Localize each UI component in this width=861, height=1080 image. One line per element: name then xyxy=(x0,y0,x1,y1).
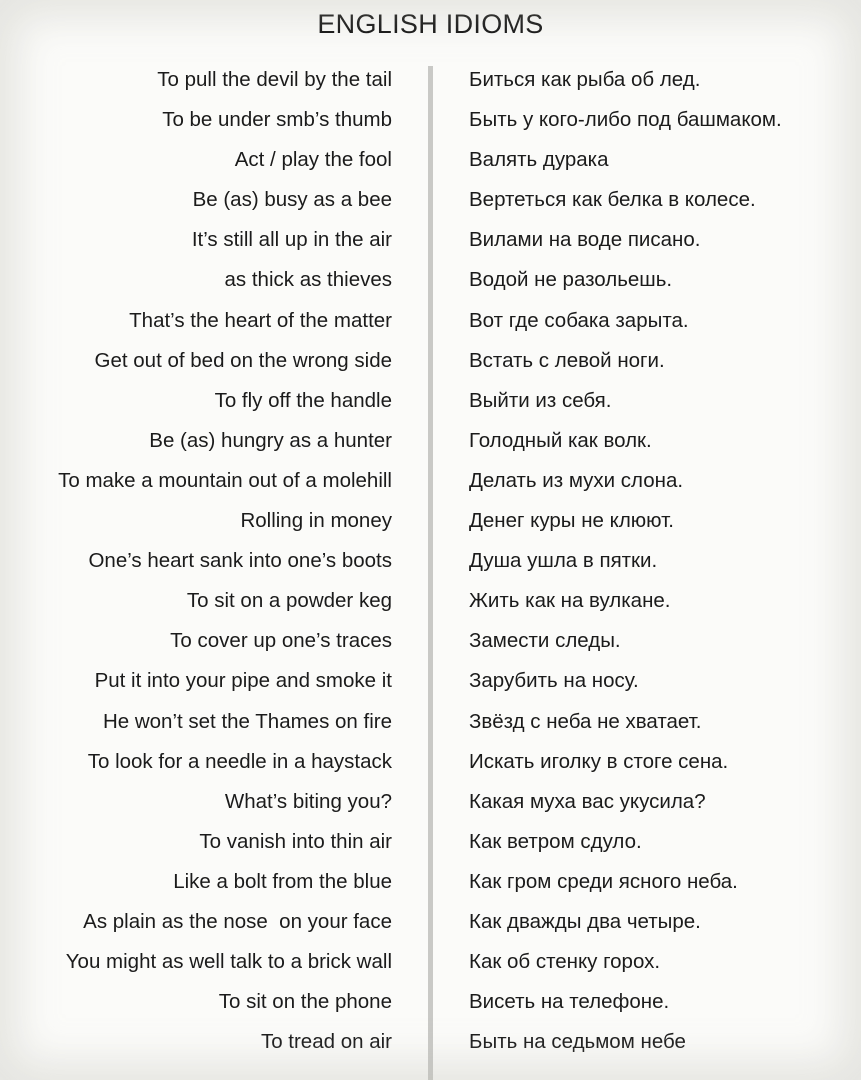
idiom-russian: Вот где собака зарыта. xyxy=(469,308,689,332)
idiom-english: One’s heart sank into one’s boots xyxy=(88,549,392,573)
idiom-english: To look for a needle in a haystack xyxy=(87,749,392,773)
idiom-english: It’s still all up in the air xyxy=(191,228,392,252)
idiom-russian: Встать с левой ноги. xyxy=(469,348,665,372)
idiom-russian: Биться как рыба об лед. xyxy=(469,68,701,91)
idiom-english: To make a mountain out of a molehill xyxy=(58,468,392,492)
idiom-english: You might as well talk to a brick wall xyxy=(65,950,392,974)
page-title: ENGLISH IDIOMS xyxy=(317,9,544,39)
idiom-russian: Как гром среди ясного неба. xyxy=(469,869,738,893)
idiom-russian: Жить как на вулкане. xyxy=(469,589,671,613)
english-column xyxy=(58,60,392,1062)
idiom-english: That’s the heart of the matter xyxy=(129,308,392,332)
idiom-english: As plain as the nose on your face xyxy=(83,909,392,933)
idiom-english: Get out of bed on the wrong side xyxy=(94,348,392,372)
idiom-english: Be (as) hungry as a hunter xyxy=(149,428,392,452)
idiom-russian: Как дважды два четыре. xyxy=(469,909,701,933)
idiom-russian: Искать иголку в стоге сена. xyxy=(469,749,729,773)
idiom-english: To fly off the handle xyxy=(214,388,392,412)
idiom-russian: Какая муха вас укусила? xyxy=(469,789,706,813)
idiom-russian: Звёзд с неба не хватает. xyxy=(469,709,702,733)
idiom-russian: Висеть на телефоне. xyxy=(469,990,670,1014)
idiom-russian: Денег куры не клюют. xyxy=(469,509,674,533)
idiom-english: He won’t set the Thames on fire xyxy=(102,709,392,733)
idiom-russian: Душа ушла в пятки. xyxy=(469,549,658,573)
idiom-english: Like a bolt from the blue xyxy=(173,869,392,893)
idiom-russian: Вилами на воде писано. xyxy=(469,228,701,252)
idiom-english: What’s biting you? xyxy=(224,789,392,813)
idiom-russian: Водой не разольешь. xyxy=(469,268,673,292)
idiom-russian: Выйти из себя. xyxy=(469,388,612,412)
idiom-russian: Как ветром сдуло. xyxy=(469,829,642,853)
column-divider xyxy=(428,66,433,1080)
idiom-russian: Замести следы. xyxy=(469,629,621,653)
idiom-russian: Быть у кого-либо под башмаком. xyxy=(469,108,782,132)
idiom-english: To vanish into thin air xyxy=(199,829,392,853)
idiom-russian: Делать из мухи слона. xyxy=(469,468,684,492)
idiom-english: as thick as thieves xyxy=(224,268,392,292)
idiom-russian: Голодный как волк. xyxy=(469,428,652,452)
idiom-english: To cover up one’s traces xyxy=(170,629,392,653)
idiom-english: Put it into your pipe and smoke it xyxy=(94,669,392,693)
idiom-english: To sit on the phone xyxy=(218,990,392,1014)
russian-column xyxy=(469,60,782,1062)
idiom-english: To pull the devil by the tail xyxy=(157,68,392,91)
idiom-english: Be (as) busy as a bee xyxy=(192,188,392,212)
idiom-english: To tread on air xyxy=(260,1030,392,1054)
idiom-english: Act / play the fool xyxy=(234,148,392,172)
idiom-russian: Быть на седьмом небе xyxy=(469,1030,686,1054)
idiom-russian: Как об стенку горох. xyxy=(469,950,661,974)
idiom-russian: Валять дурака xyxy=(469,148,609,172)
idiom-english: To sit on a powder keg xyxy=(186,589,392,613)
idiom-russian: Вертеться как белка в колесе. xyxy=(469,188,756,212)
idiom-english: To be under smb’s thumb xyxy=(162,108,392,132)
idiom-russian: Зарубить на носу. xyxy=(469,669,639,693)
idiom-english: Rolling in money xyxy=(240,509,392,533)
